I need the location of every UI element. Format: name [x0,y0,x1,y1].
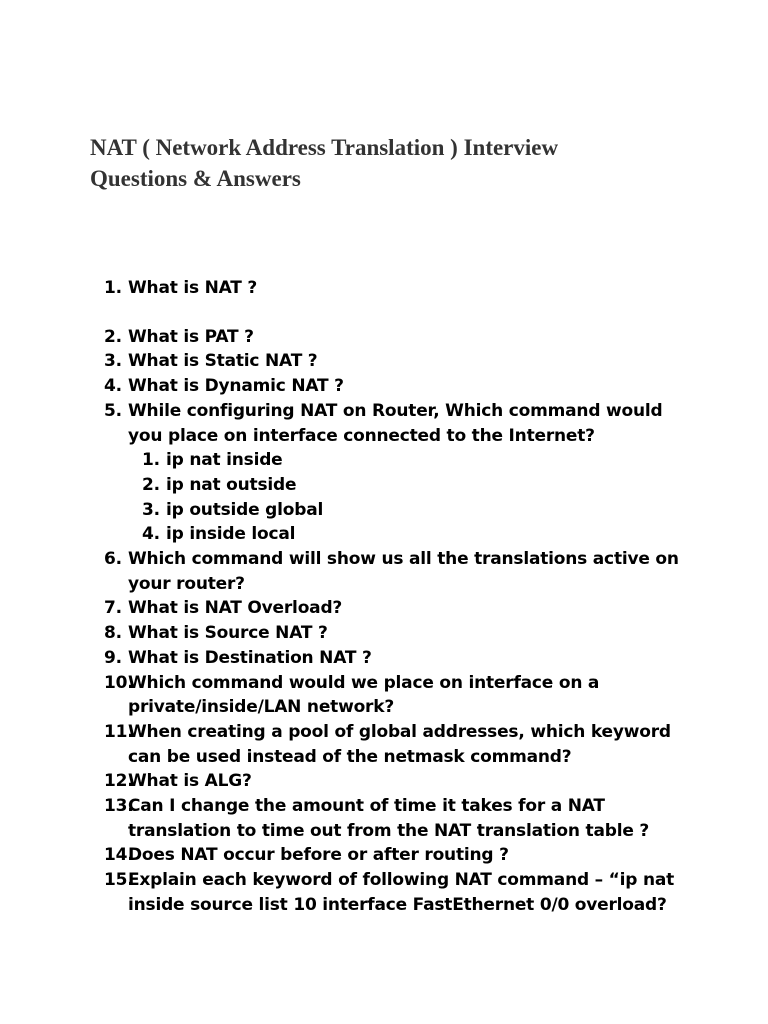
question-number: 1. [104,278,122,298]
question-text: What is NAT Overload? [128,598,343,619]
question-number: 10. [104,672,134,693]
option-text: ip nat outside [166,474,297,495]
question-text: While configuring NAT on Router, Which command would you place on interface connected to the Internet? [128,400,663,446]
question-item [0,769,688,794]
question-text: Explain each keyword of following NAT command – “ip nat inside source list 10 interface FastEthernet 0/0 overload? [128,870,675,915]
question-item [0,596,688,621]
question-number: 12. [104,771,134,792]
answer-option [0,448,686,473]
option-number: 4. [142,524,160,545]
question-text: What is Dynamic NAT ? [128,376,344,397]
question-item [0,671,688,720]
question-number: 15. [104,870,134,891]
question-text: What is Destination NAT ? [128,647,372,668]
question-text: What is PAT ? [128,326,254,347]
question-item [0,868,688,917]
option-number: 2. [142,474,160,495]
question-number: 4. [104,376,122,397]
question-number: 2. [104,326,122,347]
question-item [0,646,688,671]
question-item [0,276,688,301]
answer-option [0,498,686,523]
question-number: 6. [104,549,122,570]
question-number: 9. [104,647,122,668]
question-number: 14. [104,845,134,866]
question-item [0,399,688,448]
option-text: ip nat inside [166,450,283,471]
question-item [0,374,688,399]
question-item [0,325,688,350]
question-item [0,843,688,868]
question-item [0,547,688,596]
question-text: Does NAT occur before or after routing ? [128,845,509,866]
document-title: NAT ( Network Address Translation ) Interview Questions & Answers [90,135,559,191]
question-item [0,794,688,843]
option-text: ip outside global [166,499,324,520]
question-number: 11. [104,721,134,742]
question-number: 3. [104,351,122,372]
question-number: 13. [104,796,134,817]
question-text: What is Static NAT ? [128,351,318,372]
question-number: 8. [104,623,122,644]
question-number: 5. [104,400,122,421]
question-list [0,276,768,918]
question-text: Which command would we place on interface on a private/inside/LAN network? [128,672,600,718]
question-item [0,349,688,374]
question-text: What is Source NAT ? [128,623,328,644]
question-text: Can I change the amount of time it takes for a NAT translation to time out from the NAT translation table ? [128,796,650,841]
option-number: 1. [142,450,160,471]
option-number: 3. [142,499,160,520]
answer-option [0,473,686,498]
answer-option [0,522,686,547]
option-text: ip inside local [166,524,296,545]
question-item [0,720,688,769]
question-text: What is NAT ? [128,278,258,298]
question-text: Which command will show us all the translations active on your router? [128,549,679,594]
question-number: 7. [104,598,122,619]
question-text: What is ALG? [128,771,252,792]
question-item [0,621,688,646]
question-text: When creating a pool of global addresses, which keyword can be used instead of the netmask command? [128,721,671,767]
